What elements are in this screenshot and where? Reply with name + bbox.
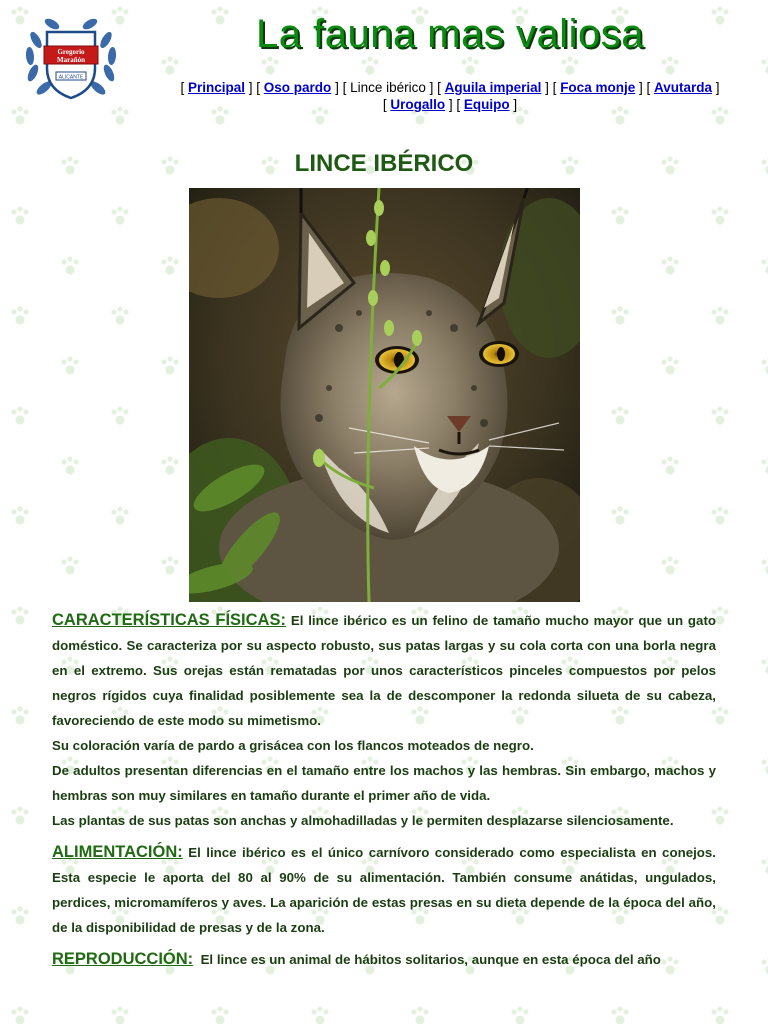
school-crest-icon[interactable] <box>22 10 120 108</box>
reproduccion-text: El lince es un animal de hábitos solitarios, aunque en esta época del año <box>200 952 661 967</box>
crest-subtitle: ALICANTE <box>58 74 84 81</box>
section-title-fisicas: CARACTERÍSTICAS FÍSICAS: <box>52 611 286 629</box>
nav-link-avutarda[interactable]: Avutarda <box>653 80 712 95</box>
fisicas-text-1: El lince ibérico es un felino de tamaño mucho mayor que un gato doméstico. Se caracteriza por su aspecto robusto, sus patas largas y su cola corta con una borla negra en el extremo. Sus orejas están rematadas por unos característicos pinceles compuestos por pelos negros rígidos cuya finalidad posiblemente sea la de descomponer la redonda silueta de su cabeza, favoreciendo de este modo su mimetismo. <box>52 613 716 728</box>
nav-link-foca-monje[interactable]: Foca monje <box>560 80 636 95</box>
section-title-reproduccion: REPRODUCCIÓN: <box>52 950 194 968</box>
nav-link-oso-pardo[interactable]: Oso pardo <box>263 80 332 95</box>
crest-name-line-1: Gregorio <box>57 48 85 56</box>
paragraph-fisicas <box>52 608 716 733</box>
site-title: La fauna mas valiosa <box>255 12 644 56</box>
paragraph-alimentacion <box>52 840 716 940</box>
main-navigation: [ Principal ] [ Oso pardo ] [ Lince ibérico ] [ Aguila imperial ] [ Foca monje ] [ Avutarda ] [ Urogallo ] [ Equipo ] <box>180 80 720 112</box>
crest-name-line-2: Marañón <box>57 56 85 64</box>
fisicas-text-2: Su coloración varía de pardo a grisácea con los flancos moteados de negro. <box>52 738 534 753</box>
iberian-lynx-photo <box>189 188 580 602</box>
page-heading: LINCE IBÉRICO <box>294 150 474 177</box>
nav-link-aguila-imperial[interactable]: Aguila imperial <box>444 80 542 95</box>
fisicas-text-4: Las plantas de sus patas son anchas y almohadilladas y le permiten desplazarse silenciosamente. <box>52 813 674 828</box>
article-content <box>52 608 716 972</box>
paragraph-reproduccion <box>52 947 716 972</box>
nav-link-equipo[interactable]: Equipo <box>463 97 510 112</box>
fisicas-text-3: De adultos presentan diferencias en el tamaño entre los machos y las hembras. Sin embargo, machos y hembras son muy similares en tamaño durante el primer año de vida. <box>52 763 716 803</box>
alimentacion-text: El lince ibérico es el único carnívoro considerado como especialista en conejos. Esta especie le aporta del 80 al 90% de su alimentación. También consume anátidas, ungulados, perdices, micromamíferos y aves. La aparición de estas presas en su dieta depende de la época del año, de la disponibilidad de presas y de la zona. <box>52 845 716 935</box>
nav-current-lince-iberico: Lince ibérico <box>350 80 426 95</box>
section-title-alimentacion: ALIMENTACIÓN: <box>52 843 183 861</box>
nav-link-principal[interactable]: Principal <box>188 80 246 95</box>
nav-link-urogallo[interactable]: Urogallo <box>390 97 446 112</box>
